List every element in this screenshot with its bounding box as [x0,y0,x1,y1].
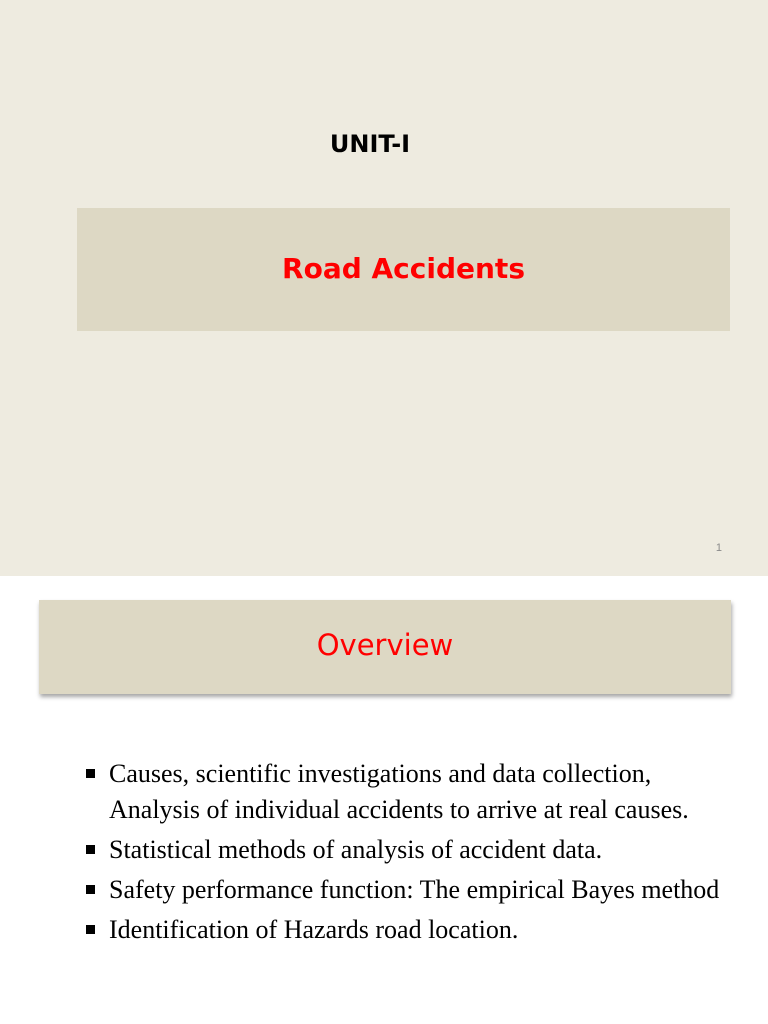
square-bullet-icon [86,769,95,778]
title-band [77,208,730,331]
square-bullet-icon [86,885,95,894]
unit-label: UNIT-I [329,130,411,158]
list-item [84,912,724,948]
list-item [84,832,724,868]
slide-title: Road Accidents [282,252,525,285]
list-item-text: Safety performance function: The empirical Bayes method [109,875,720,904]
list-item [84,756,724,828]
overview-band [39,600,731,694]
slide-number: 1 [715,542,722,554]
bullet-list [84,756,724,952]
list-item-text: Identification of Hazards road location. [109,915,519,944]
list-item-text: Causes, scientific investigations and data collection, Analysis of individual accidents to arrive at real causes. [109,759,689,824]
slide-2 [0,576,768,1024]
list-item-text: Statistical methods of analysis of accident data. [109,835,603,864]
list-item [84,872,724,908]
square-bullet-icon [86,845,95,854]
square-bullet-icon [86,925,95,934]
overview-heading: Overview [316,628,454,662]
